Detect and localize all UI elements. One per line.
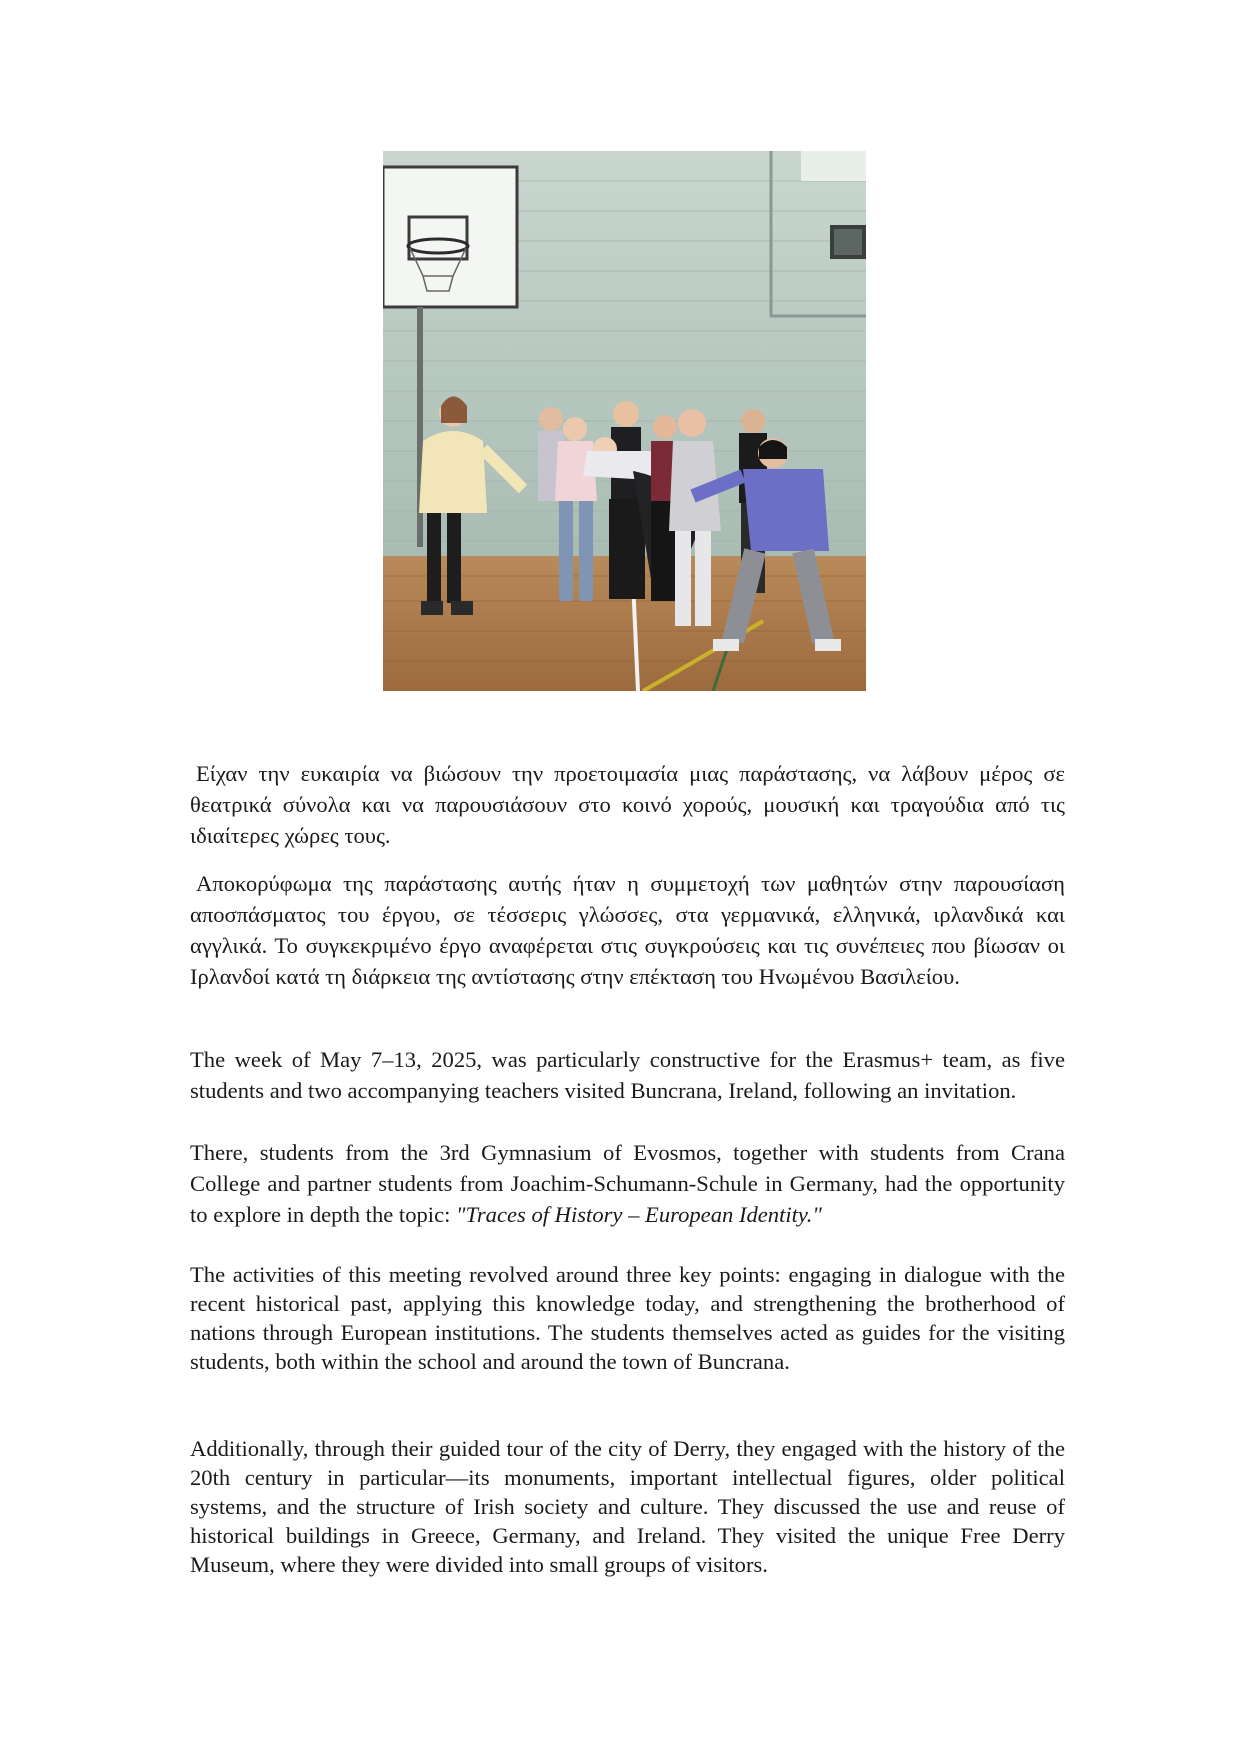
english-paragraph-4-text: Additionally, through their guided tour of the city of Derry, they engaged with the history of the 20th century in particular—its monuments, important intellectual figures, older political systems, and the structure of Irish society and culture. They discussed the use and reuse of historical buildings in Greece, Germany, and Ireland. They visited the unique Free Derry Museum, where they were divided into small groups of visitors.: [190, 1436, 1065, 1577]
group-photo-students-gym-icon: [383, 151, 866, 691]
group-photo: [383, 151, 866, 691]
greek-paragraph-2-text: Αποκορύφωμα της παράστασης αυτής ήταν η συμμετοχή των μαθητών στην παρουσίαση αποσπάσματος του έργου, σε τέσσερις γλώσσες, στα γερμανικά, ελληνικά, ιρλανδικά και αγγλικά. Το συγκεκριμένο έργο αναφέρεται στις συγκρούσεις και τις συνέπειες που βίωσαν οι Ιρλανδοί κατά τη διάρκεια της αντίστασης στην επέκταση του Ηνωμένου Βασιλείου.: [190, 871, 1065, 989]
english-paragraph-2-body: There, students from the 3rd Gymnasium of Evosmos, together with students from Crana College and partner students from Joachim-Schumann-Schule in Germany, had the opportunity to explore in depth the topic:: [190, 1140, 1065, 1227]
greek-paragraph-1: [190, 758, 1065, 851]
greek-paragraph-1-text: Είχαν την ευκαιρία να βιώσουν την προετοιμασία μιας παράστασης, να λάβουν μέρος σε θεατρικά σύνολα και να παρουσιάσουν στο κοινό χορούς, μουσική και τραγούδια από τις ιδιαίτερες χώρες τους.: [190, 761, 1065, 848]
english-paragraph-2-text: [190, 1137, 1065, 1230]
english-paragraph-1-text: The week of May 7–13, 2025, was particularly constructive for the Erasmus+ team, as five students and two accompanying teachers visited Buncrana, Ireland, following an invitation.: [190, 1047, 1065, 1103]
topic-title-quote: "Traces of History – European Identity.": [456, 1202, 822, 1227]
greek-paragraph-2: [190, 868, 1065, 992]
english-paragraph-1: [190, 1044, 1065, 1106]
english-paragraph-4: [190, 1434, 1065, 1579]
english-paragraph-2: [190, 1137, 1065, 1230]
english-paragraph-3-text: The activities of this meeting revolved around three key points: engaging in dialogue with the recent historical past, applying this knowledge today, and strengthening the brotherhood of nations through European institutions. The students themselves acted as guides for the visiting students, both within the school and around the town of Buncrana.: [190, 1262, 1065, 1374]
english-paragraph-3: [190, 1260, 1065, 1376]
